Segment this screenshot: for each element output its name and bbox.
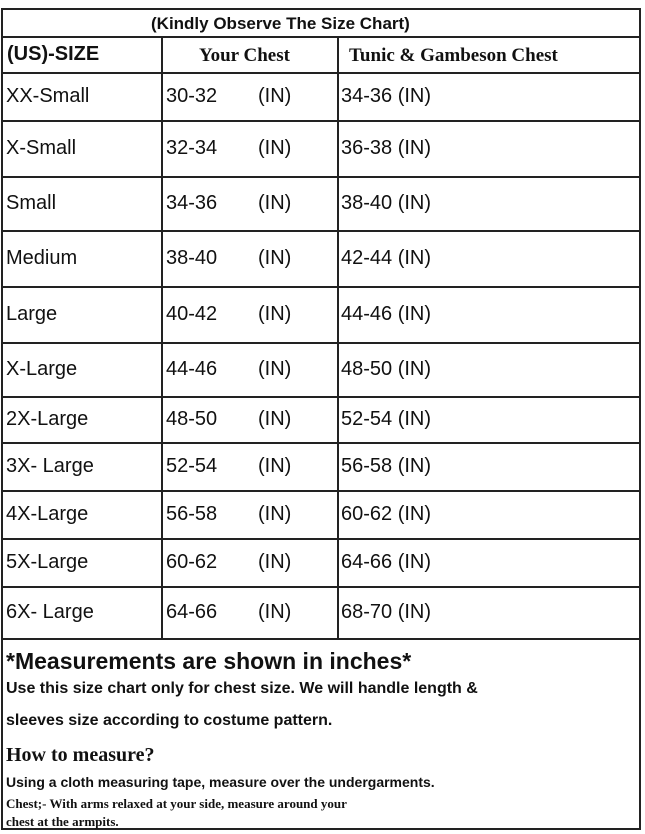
chest-cell: 64-66 (166, 601, 218, 623)
size-row (3, 398, 639, 444)
chest-cell: 48-50 (166, 408, 218, 430)
size-cell: Medium (6, 247, 78, 269)
chest-unit-cell: (IN) (258, 503, 292, 525)
chest-cell: 56-58 (166, 503, 218, 525)
size-cell: 4X-Large (6, 503, 89, 525)
tunic-cell: 36-38 (IN) (341, 137, 432, 159)
size-row (3, 344, 639, 398)
size-row (3, 74, 639, 122)
chest-cell: 60-62 (166, 551, 218, 573)
size-cell: X-Large (6, 358, 78, 380)
size-cell: 3X- Large (6, 455, 94, 477)
title-row (3, 10, 639, 38)
how-to-measure-line-3: chest at the armpits. (6, 814, 119, 829)
chest-unit-cell: (IN) (258, 358, 292, 380)
size-cell: Small (6, 192, 57, 214)
chest-cell: 40-42 (166, 303, 218, 325)
chest-unit-cell: (IN) (258, 137, 292, 159)
chest-cell: 52-54 (166, 455, 218, 477)
size-cell: XX-Small (6, 85, 90, 107)
chart-title: (Kindly Observe The Size Chart) (151, 14, 410, 33)
size-row (3, 540, 639, 588)
size-row (3, 232, 639, 288)
chest-cell: 44-46 (166, 358, 218, 380)
size-row (3, 288, 639, 344)
size-row (3, 492, 639, 540)
header-row (3, 38, 639, 74)
tunic-cell: 68-70 (IN) (341, 601, 432, 623)
chest-unit-cell: (IN) (258, 408, 292, 430)
tunic-cell: 60-62 (IN) (341, 503, 432, 525)
size-cell: X-Small (6, 137, 77, 159)
measurements-note: *Measurements are shown in inches* (6, 648, 412, 674)
tunic-cell: 34-36 (IN) (341, 85, 432, 107)
tunic-cell: 48-50 (IN) (341, 358, 432, 380)
chest-unit-cell: (IN) (258, 551, 292, 573)
tunic-cell: 42-44 (IN) (341, 247, 432, 269)
note-line-1: Use this size chart only for chest size. We will handle length & (6, 680, 478, 697)
notes-section (3, 640, 639, 828)
header-your-chest: Your Chest (199, 45, 290, 66)
size-cell: Large (6, 303, 58, 325)
size-cell: 6X- Large (6, 601, 94, 623)
size-row (3, 588, 639, 640)
tunic-cell: 64-66 (IN) (341, 551, 432, 573)
header-size: (US)-SIZE (7, 43, 100, 65)
how-to-measure-title: How to measure? (6, 744, 155, 766)
chest-unit-cell: (IN) (258, 85, 292, 107)
chest-cell: 38-40 (166, 247, 218, 269)
size-cell: 5X-Large (6, 551, 89, 573)
size-chart-frame (1, 8, 641, 830)
note-line-2: sleeves size according to costume pattern. (6, 712, 333, 729)
how-to-measure-line-2: Chest;- With arms relaxed at your side, measure around your (6, 796, 347, 811)
chest-cell: 30-32 (166, 85, 218, 107)
chest-unit-cell: (IN) (258, 247, 292, 269)
size-row (3, 122, 639, 178)
chest-unit-cell: (IN) (258, 455, 292, 477)
how-to-measure-line-1: Using a cloth measuring tape, measure over the undergarments. (6, 774, 435, 790)
size-row (3, 178, 639, 232)
size-row (3, 444, 639, 492)
chest-cell: 32-34 (166, 137, 218, 159)
chest-cell: 34-36 (166, 192, 218, 214)
tunic-cell: 56-58 (IN) (341, 455, 432, 477)
tunic-cell: 38-40 (IN) (341, 192, 432, 214)
header-tunic-chest: Tunic & Gambeson Chest (349, 45, 558, 66)
tunic-cell: 52-54 (IN) (341, 408, 432, 430)
size-cell: 2X-Large (6, 408, 89, 430)
chest-unit-cell: (IN) (258, 303, 292, 325)
chest-unit-cell: (IN) (258, 192, 292, 214)
tunic-cell: 44-46 (IN) (341, 303, 432, 325)
chest-unit-cell: (IN) (258, 601, 292, 623)
